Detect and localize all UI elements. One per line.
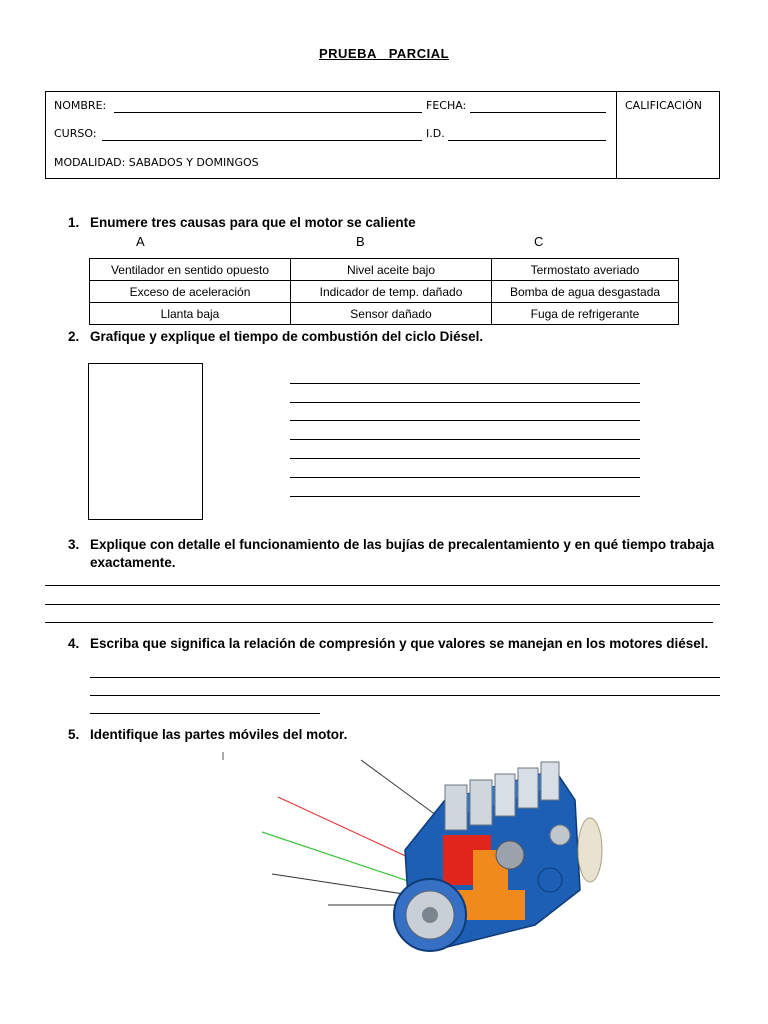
answer-line[interactable]: [290, 458, 640, 459]
nombre-field[interactable]: [114, 112, 422, 113]
table-cell: Exceso de aceleración: [90, 281, 291, 303]
modalidad-text: MODALIDAD: SABADOS Y DOMINGOS: [54, 156, 259, 169]
curso-label: CURSO:: [54, 127, 97, 140]
answer-line[interactable]: [290, 439, 640, 440]
answer-line[interactable]: [290, 420, 640, 421]
question-4: [68, 636, 708, 651]
table-cell: Termostato averiado: [492, 259, 679, 281]
table-row: [90, 281, 679, 303]
id-label: I.D.: [426, 127, 445, 140]
answer-line[interactable]: [45, 622, 713, 623]
fecha-field[interactable]: [470, 112, 606, 113]
answer-line[interactable]: [290, 402, 640, 403]
answer-line[interactable]: [90, 677, 720, 678]
table-cell: Llanta baja: [90, 303, 291, 325]
fecha-label: FECHA:: [426, 99, 467, 112]
question-number: 2.: [68, 329, 80, 344]
answer-line[interactable]: [45, 604, 720, 605]
answer-line[interactable]: [90, 695, 720, 696]
question-number: 4.: [68, 636, 80, 651]
divider: [616, 92, 617, 178]
calificacion-label: CALIFICACIÓN: [625, 99, 702, 112]
answer-line[interactable]: [90, 713, 320, 714]
drawing-box[interactable]: [88, 363, 203, 520]
answer-line[interactable]: [45, 585, 720, 586]
answer-line[interactable]: [290, 477, 640, 478]
question-2: [68, 329, 483, 344]
pointer-line: [361, 760, 440, 818]
table-row: [90, 259, 679, 281]
column-label-a: A: [136, 234, 145, 249]
answer-line[interactable]: [290, 496, 640, 497]
engine-cutaway-illustration: [205, 740, 605, 965]
answer-line[interactable]: [290, 383, 640, 384]
question-number: 3.: [68, 537, 80, 552]
table-row: [90, 303, 679, 325]
table-cell: Sensor dañado: [291, 303, 492, 325]
question-text: Enumere tres causas para que el motor se caliente: [90, 215, 416, 230]
table-cell: Nivel aceite bajo: [291, 259, 492, 281]
question-number: 1.: [68, 215, 80, 230]
page-title: PRUEBA PARCIAL: [318, 46, 450, 61]
table-cell: Fuga de refrigerante: [492, 303, 679, 325]
question-1: [68, 215, 416, 230]
id-field[interactable]: [448, 140, 606, 141]
question-text: Identifique las partes móviles del motor.: [90, 727, 348, 742]
curso-field[interactable]: [102, 140, 422, 141]
nombre-label: NOMBRE:: [54, 99, 107, 112]
question-text: Explique con detalle el funcionamiento de las bujías de precalentamiento y en qué tiempo trabaja: [90, 537, 715, 552]
causes-table: [89, 258, 679, 325]
student-info-box: [45, 91, 720, 179]
column-label-b: B: [356, 234, 365, 249]
question-3: [68, 537, 714, 552]
column-label-c: C: [534, 234, 544, 249]
pointer-line-red: [278, 797, 425, 865]
table-cell: Bomba de agua desgastada: [492, 281, 679, 303]
question-text: Grafique y explique el tiempo de combustión del ciclo Diésel.: [90, 329, 484, 344]
question-text: Escriba que significa la relación de compresión y que valores se manejan en los motores diésel.: [90, 636, 709, 651]
question-number: 5.: [68, 727, 80, 742]
table-cell: Indicador de temp. dañado: [291, 281, 492, 303]
table-cell: Ventilador en sentido opuesto: [90, 259, 291, 281]
question-3-continuation: exactamente.: [90, 555, 176, 570]
